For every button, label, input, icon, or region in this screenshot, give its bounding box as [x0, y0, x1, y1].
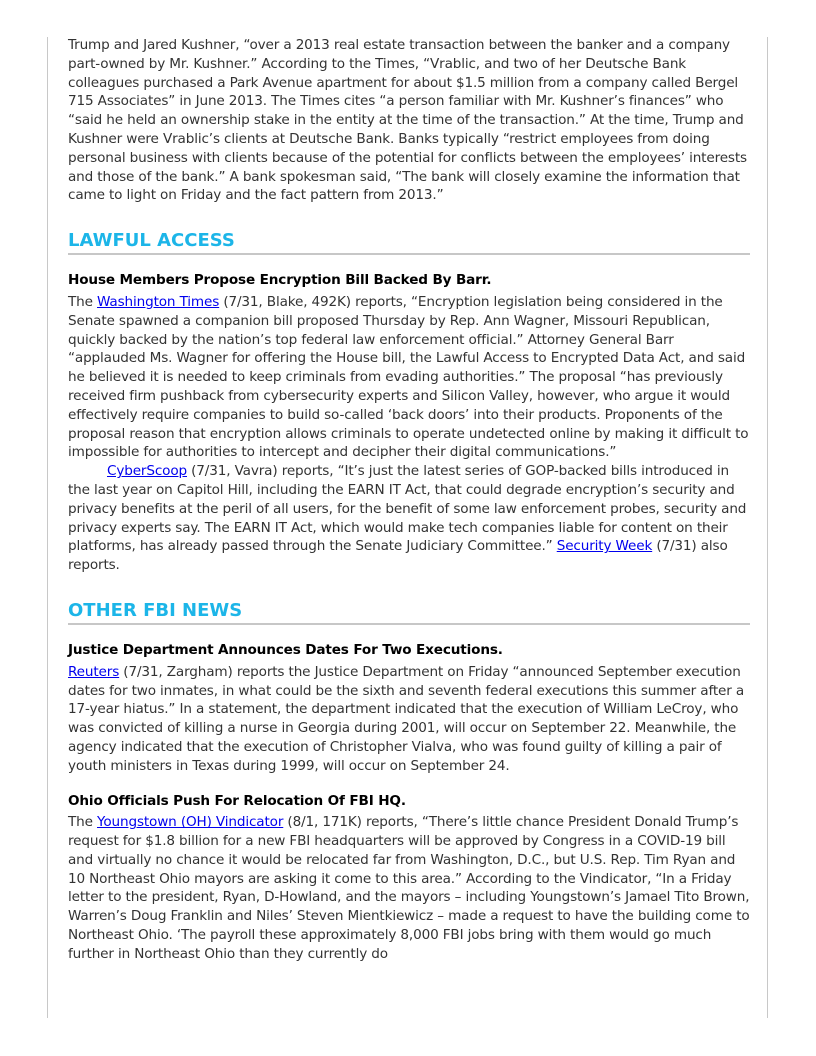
continuation-paragraph: Trump and Jared Kushner, “over a 2013 real estate transaction between the banker and a company part-owned by Mr. Kushner.” According to the Times, “Vrablic, and two of her Deutsche Bank colleagues purchased a Park Avenue apartment for about $1.5 million from a company called Bergel 715 Associates” in June 2013. The Times cites “a person familiar with Mr. Kushner’s finances” who “said he held an ownership stake in the entity at the time of the transaction.” At the time, Trump and Kushner were Vrablic’s clients at Deutsche Bank. Banks typically “restrict employees from doing personal business with clients because of the potential for conflicts between the employees’ interests and those of the bank.” A bank spokesman said, “The bank will closely examine the information that came to light on Friday and the fact pattern from 2013.” — [68, 37, 747, 204]
article-encryption-bill — [68, 271, 750, 575]
article-title: Ohio Officials Push For Relocation Of FBI HQ. — [68, 792, 406, 809]
article-title: House Members Propose Encryption Bill Backed By Barr. — [68, 272, 492, 289]
section-heading-lawful-access: LAWFUL ACCESS — [68, 230, 750, 255]
article-paragraph — [68, 293, 750, 462]
article-paragraph — [68, 813, 750, 963]
paragraph-text: (7/31, Zargham) reports the Justice Department on Friday “announced September execution dates for two inmates, in what could be the sixth and seventh federal executions this summer after a 17-year hiatus.” In a statement, the department indicated that the execution of William LeCroy, who was convicted of killing a nurse in Georgia during 2001, will occur on September 22. Meanwhile, the agency indicated that the execution of Christopher Vialva, who was found guilty of killing a pair of youth ministers in Texas during 1999, will occur on September 24. — [68, 663, 745, 774]
article-fbi-hq — [68, 792, 750, 964]
text-prefix: The — [68, 293, 98, 310]
cyberscoop-link[interactable]: CyberScoop — [107, 463, 187, 480]
paragraph-text: (7/31, Blake, 492K) reports, “Encryption legislation being considered in the Senate spawned a companion bill proposed Thursday by Rep. Ann Wagner, Missouri Republican, quickly backed by the nation’s top federal law enforcement official.” Attorney General Barr “applauded Ms. Wagner for offering the House bill, the Lawful Access to Encrypted Data Act, and said he believed it is needed to keep criminals from evading authorities.” The proposal “has previously received firm pushback from cybersecurity experts and Silicon Valley, however, who argue it would effectively require companies to build so-called ‘back doors’ into their products. Proponents of the proposal reason that encryption allows criminals to operate undetected online by making it difficult to impossible for authorities to intercept and decipher their digital communications.” — [68, 293, 749, 461]
section-heading-other-fbi-news: OTHER FBI NEWS — [68, 600, 750, 625]
article-paragraph — [68, 462, 750, 575]
article-title: Justice Department Announces Dates For Two Executions. — [68, 641, 503, 658]
paragraph-text: (7/31, Vavra) reports, “It’s just the latest series of GOP-backed bills introduced in the last year on Capitol Hill, including the EARN IT Act, that could degrade encryption’s security and privacy benefits at the peril of all users, for the benefit of some law enforcement probes, security and privacy experts say. The EARN IT Act, which would make tech companies liable for content on their platforms, has already passed through the Senate Judiciary Committee.” — [68, 463, 747, 555]
youngstown-vindicator-link[interactable]: Youngstown (OH) Vindicator — [97, 814, 284, 831]
document-body — [68, 36, 750, 964]
article-paragraph — [68, 663, 750, 776]
reuters-link[interactable]: Reuters — [68, 663, 120, 680]
text-prefix: The — [68, 814, 98, 831]
paragraph-text: (8/1, 171K) reports, “There’s little chance President Donald Trump’s request for $1.8 billion for a new FBI headquarters will be approved by Congress in a COVID-19 bill and virtually no chance it would be relocated far from Washington, D.C., but U.S. Rep. Tim Ryan and 10 Northeast Ohio mayors are asking it come to this area.” According to the Vindicator, “In a Friday letter to the president, Ryan, D-Howland, and the mayors – including Youngstown’s Jamael Tito Brown, Warren’s Doug Franklin and Niles’ Steven Mientkiewicz – made a request to have the building come to Northeast Ohio. ‘The payroll these approximately 8,000 FBI jobs bring with them would go much further in Northeast Ohio than they currently do — [68, 814, 750, 962]
paragraph-tail: (7/31) also reports. — [68, 538, 728, 574]
washington-times-link[interactable]: Washington Times — [97, 293, 220, 310]
security-week-link[interactable]: Security Week — [556, 538, 653, 555]
article-executions — [68, 641, 750, 776]
